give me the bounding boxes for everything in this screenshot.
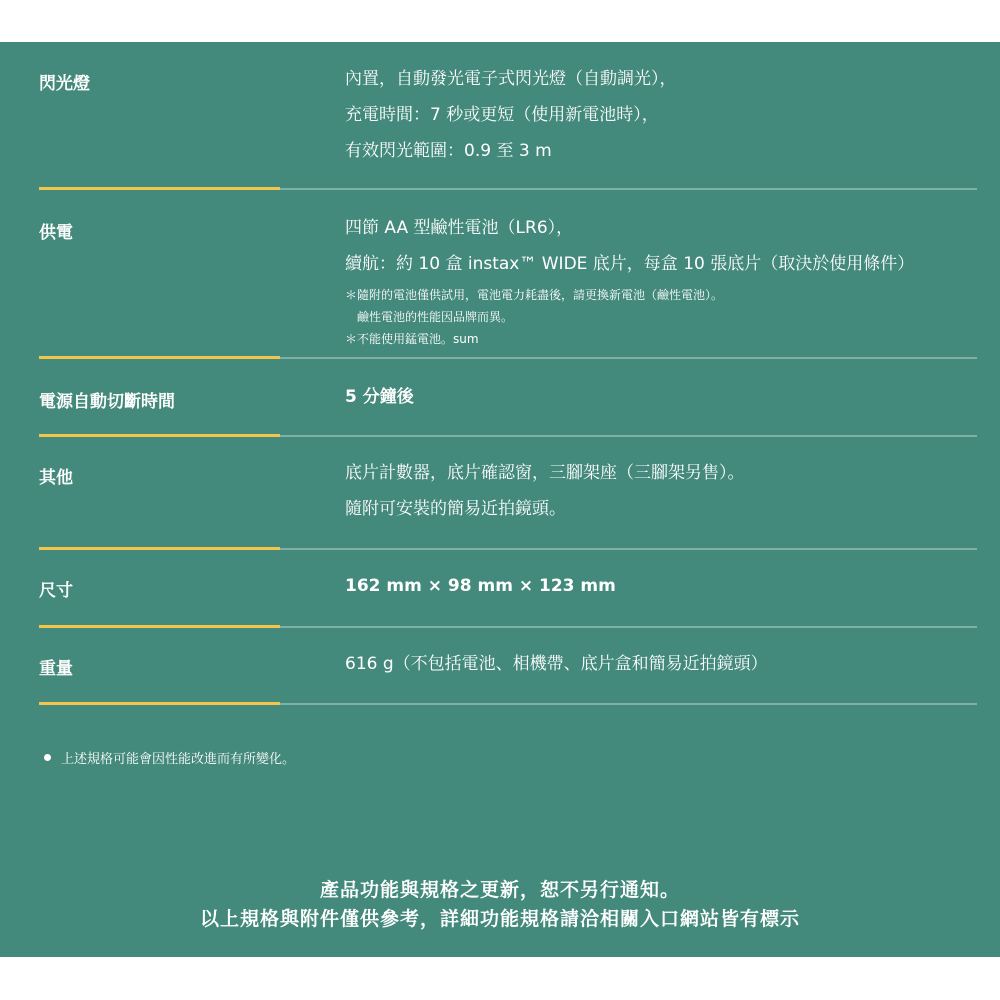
row-divider-accent [39, 547, 280, 550]
spec-value-line: 續航：約 10 盒 instax™ WIDE 底片，每盒 10 張底片（取決於使用條件） [345, 254, 915, 274]
spec-value-line: 隨附可安裝的簡易近拍鏡頭。 [345, 499, 566, 519]
spec-value-line: 616 g（不包括電池、相機帶、底片盒和簡易近拍鏡頭） [345, 654, 768, 674]
spec-value-line: 底片計數器，底片確認窗，三腳架座（三腳架另售）。 [345, 463, 745, 483]
spec-value-line: 5 分鐘後 [345, 387, 414, 407]
spec-note: ＊隨附的電池僅供試用，電池電力耗盡後，請更換新電池（鹼性電池）。 [345, 288, 724, 302]
spec-value-line: 內置，自動發光電子式閃光燈（自動調光）， [345, 69, 677, 89]
spec-label: 供電 [39, 223, 73, 243]
spec-values [345, 379, 975, 415]
row-divider-accent [39, 625, 280, 628]
row-divider-accent [39, 356, 280, 359]
spec-value-line: 四節 AA 型鹼性電池（LR6）， [345, 218, 574, 238]
spec-footnote [44, 748, 295, 767]
footnote-text: 上述規格可能會因性能改進而有所變化。 [61, 752, 296, 767]
spec-values [345, 61, 975, 169]
spec-label: 其他 [39, 468, 73, 488]
spec-panel [0, 42, 1000, 957]
update-notice: 產品功能與規格之更新，恕不另行通知。 [319, 879, 680, 901]
spec-value-line: 有效閃光範圍：0.9 至 3 m [345, 141, 552, 161]
spec-label: 尺寸 [39, 581, 73, 601]
bullet-icon [44, 754, 51, 761]
spec-values [345, 455, 975, 527]
spec-value-line: 充電時間：7 秒或更短（使用新電池時）， [345, 105, 659, 125]
spec-values [345, 568, 975, 604]
row-divider-accent [39, 187, 280, 190]
spec-note: ＊不能使用錳電池。sum [345, 332, 479, 346]
spec-label: 閃光燈 [39, 74, 90, 94]
spec-label: 重量 [39, 659, 73, 679]
spec-note: 鹼性電池的性能因品牌而異。 [345, 310, 514, 324]
spec-values [345, 210, 975, 350]
row-divider-accent [39, 702, 280, 705]
spec-label: 電源自動切斷時間 [39, 392, 175, 412]
row-divider-accent [39, 434, 280, 437]
spec-value-line: 162 mm × 98 mm × 123 mm [345, 576, 616, 596]
spec-values [345, 646, 975, 682]
reference-notice: 以上規格與附件僅供參考，詳細功能規格請洽相關入口網站皆有標示 [199, 908, 800, 930]
